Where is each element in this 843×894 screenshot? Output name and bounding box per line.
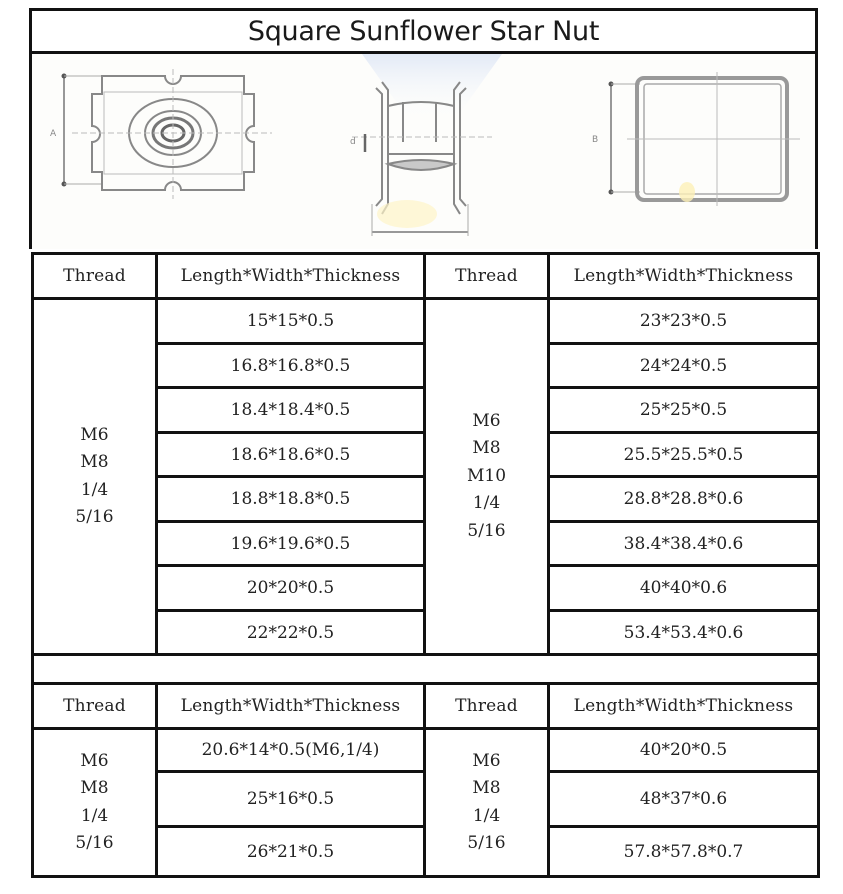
thread-value: 1/4 — [472, 805, 501, 826]
size-cell: 48*37*0.6 — [549, 772, 819, 827]
size-header: Length*Width*Thickness — [157, 684, 425, 729]
size-cell: 25.5*25.5*0.5 — [549, 433, 819, 477]
size-cell: 26*21*0.5 — [157, 827, 425, 877]
size-cell: 40*40*0.6 — [549, 566, 819, 611]
size-header: Length*Width*Thickness — [549, 254, 819, 299]
size-cell: 18.6*18.6*0.5 — [157, 433, 425, 477]
header-row — [33, 254, 819, 299]
spacer-row — [33, 655, 819, 684]
svg-text:A: A — [50, 129, 57, 139]
bottom-view-drawing — [592, 72, 800, 206]
size-cell: 20.6*14*0.5(M6,1/4) — [157, 729, 425, 772]
size-cell: 18.8*18.8*0.5 — [157, 477, 425, 522]
thread-header: Thread — [425, 684, 549, 729]
thread-value: M8 — [80, 778, 109, 798]
thread-value: 1/4 — [80, 479, 109, 500]
size-cell: 23*23*0.5 — [549, 299, 819, 344]
thread-cell — [425, 729, 549, 877]
thread-value: M6 — [80, 424, 109, 445]
size-cell: 18.4*18.4*0.5 — [157, 388, 425, 433]
spec-sheet — [29, 8, 818, 249]
thread-header: Thread — [33, 254, 157, 299]
technical-drawings — [29, 54, 818, 249]
size-cell: 15*15*0.5 — [157, 299, 425, 344]
thread-value: 5/16 — [75, 507, 114, 527]
thread-value: 1/4 — [472, 493, 501, 514]
size-cell: 25*16*0.5 — [157, 772, 425, 827]
size-cell: 25*25*0.5 — [549, 388, 819, 433]
size-cell: 22*22*0.5 — [157, 611, 425, 655]
thread-header: Thread — [33, 684, 157, 729]
thread-value: 5/16 — [467, 833, 506, 853]
thread-value: M8 — [472, 438, 501, 459]
size-cell: 38.4*38.4*0.6 — [549, 522, 819, 566]
top-view-drawing — [50, 69, 272, 199]
table-row — [33, 299, 819, 344]
size-cell: 19.6*19.6*0.5 — [157, 522, 425, 566]
thread-value: 1/4 — [80, 805, 109, 826]
thread-value: 5/16 — [75, 833, 114, 853]
size-cell: 24*24*0.5 — [549, 344, 819, 388]
header-row — [33, 684, 819, 729]
drawing-canvas — [32, 54, 815, 249]
size-cell: 28.8*28.8*0.6 — [549, 477, 819, 522]
svg-text:B: B — [592, 135, 599, 145]
size-cell: 40*20*0.5 — [549, 729, 819, 772]
document-title: Square Sunflower Star Nut — [29, 8, 818, 54]
thread-header: Thread — [425, 254, 549, 299]
thread-value: M6 — [472, 750, 501, 771]
thread-cell — [33, 299, 157, 655]
thread-value: 5/16 — [467, 520, 506, 541]
thread-value: M8 — [80, 452, 109, 472]
spacer-cell — [33, 655, 819, 684]
thread-cell — [425, 299, 549, 655]
size-cell: 16.8*16.8*0.5 — [157, 344, 425, 388]
svg-text:d: d — [350, 137, 356, 147]
size-cell: 20*20*0.5 — [157, 566, 425, 611]
size-header: Length*Width*Thickness — [157, 254, 425, 299]
table-row — [33, 729, 819, 772]
thread-cell — [33, 729, 157, 877]
size-cell: 53.4*53.4*0.6 — [549, 611, 819, 655]
thread-value: M8 — [472, 778, 501, 798]
thread-value: M6 — [472, 410, 501, 431]
size-cell: 57.8*57.8*0.7 — [549, 827, 819, 877]
size-header: Length*Width*Thickness — [549, 684, 819, 729]
thread-value: M10 — [466, 465, 507, 486]
spec-table — [31, 252, 820, 878]
thread-value: M6 — [80, 750, 109, 771]
